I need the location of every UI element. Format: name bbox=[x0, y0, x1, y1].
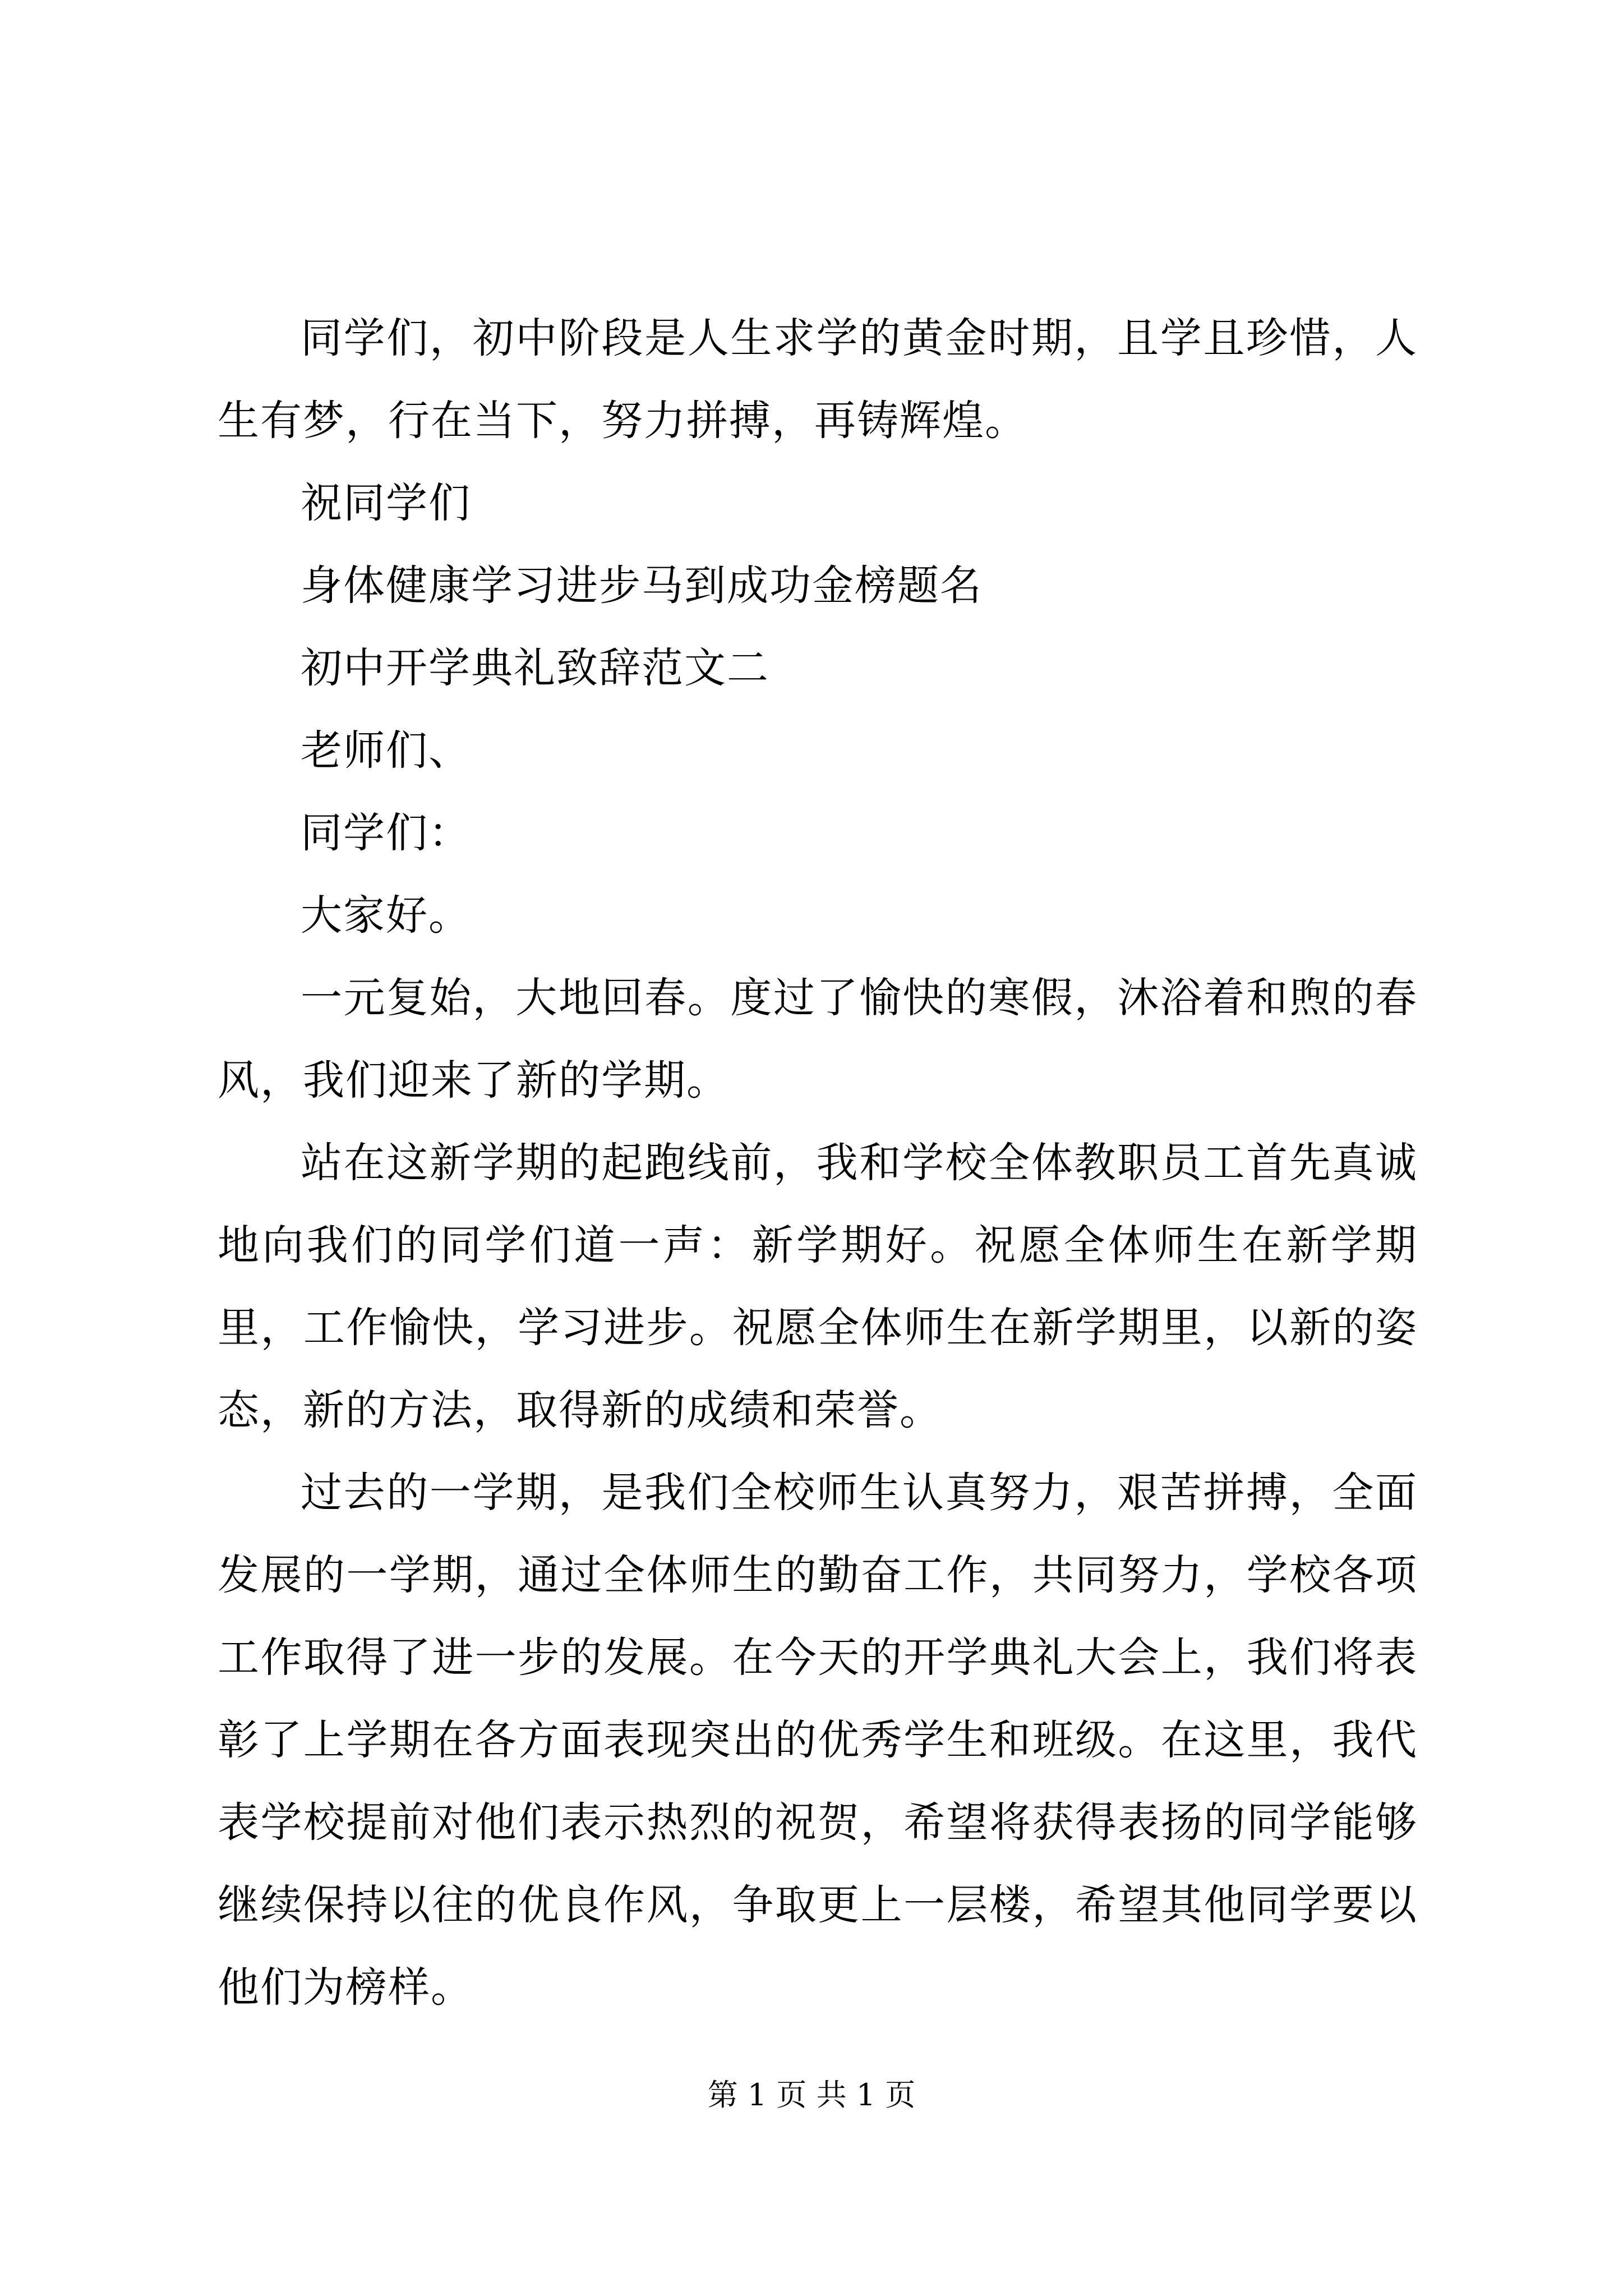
section-heading: 初中开学典礼致辞范文二 bbox=[301, 644, 769, 692]
page-number: 第 1 页 共 1 页 bbox=[707, 2077, 916, 2113]
paragraph: 站在这新学期的起跑线前，我和学校全体教职员工首先真诚地向我们的同学们道一声：新学期好。祝愿全体师生在新学期里，工作愉快，学习进步。祝愿全体师生在新学期里，以新的姿态，新的方法，取得新的成绩和荣誉。 bbox=[218, 1139, 1418, 1434]
paragraph: 过去的一学期，是我们全校师生认真努力，艰苦拼搏，全面发展的一学期，通过全体师生的勤奋工作，共同努力，学校各项工作取得了进一步的发展。在今天的开学典礼大会上，我们将表彰了上学期在各方面表现突出的优秀学生和班级。在这里，我代表学校提前对他们表示热烈的祝贺，希望将获得表扬的同学能够继续保持以往的优良作风，争取更上一层楼，希望其他同学要以他们为榜样。 bbox=[218, 1469, 1418, 2012]
greeting: 大家好。 bbox=[301, 891, 471, 940]
paragraph: 同学们，初中阶段是人生求学的黄金时期，且学且珍惜，人生有梦，行在当下，努力拼搏，再铸辉煌。 bbox=[218, 314, 1418, 445]
salutation: 老师们、 bbox=[301, 726, 471, 775]
paragraph: 身体健康学习进步马到成功金榜题名 bbox=[301, 562, 983, 610]
page-footer bbox=[0, 2076, 1623, 2115]
document-body bbox=[218, 297, 1418, 2029]
paragraph: 一元复始，大地回春。度过了愉快的寒假，沐浴着和煦的春风，我们迎来了新的学期。 bbox=[218, 974, 1418, 1105]
salutation: 同学们： bbox=[301, 809, 471, 857]
paragraph: 祝同学们 bbox=[301, 479, 471, 527]
